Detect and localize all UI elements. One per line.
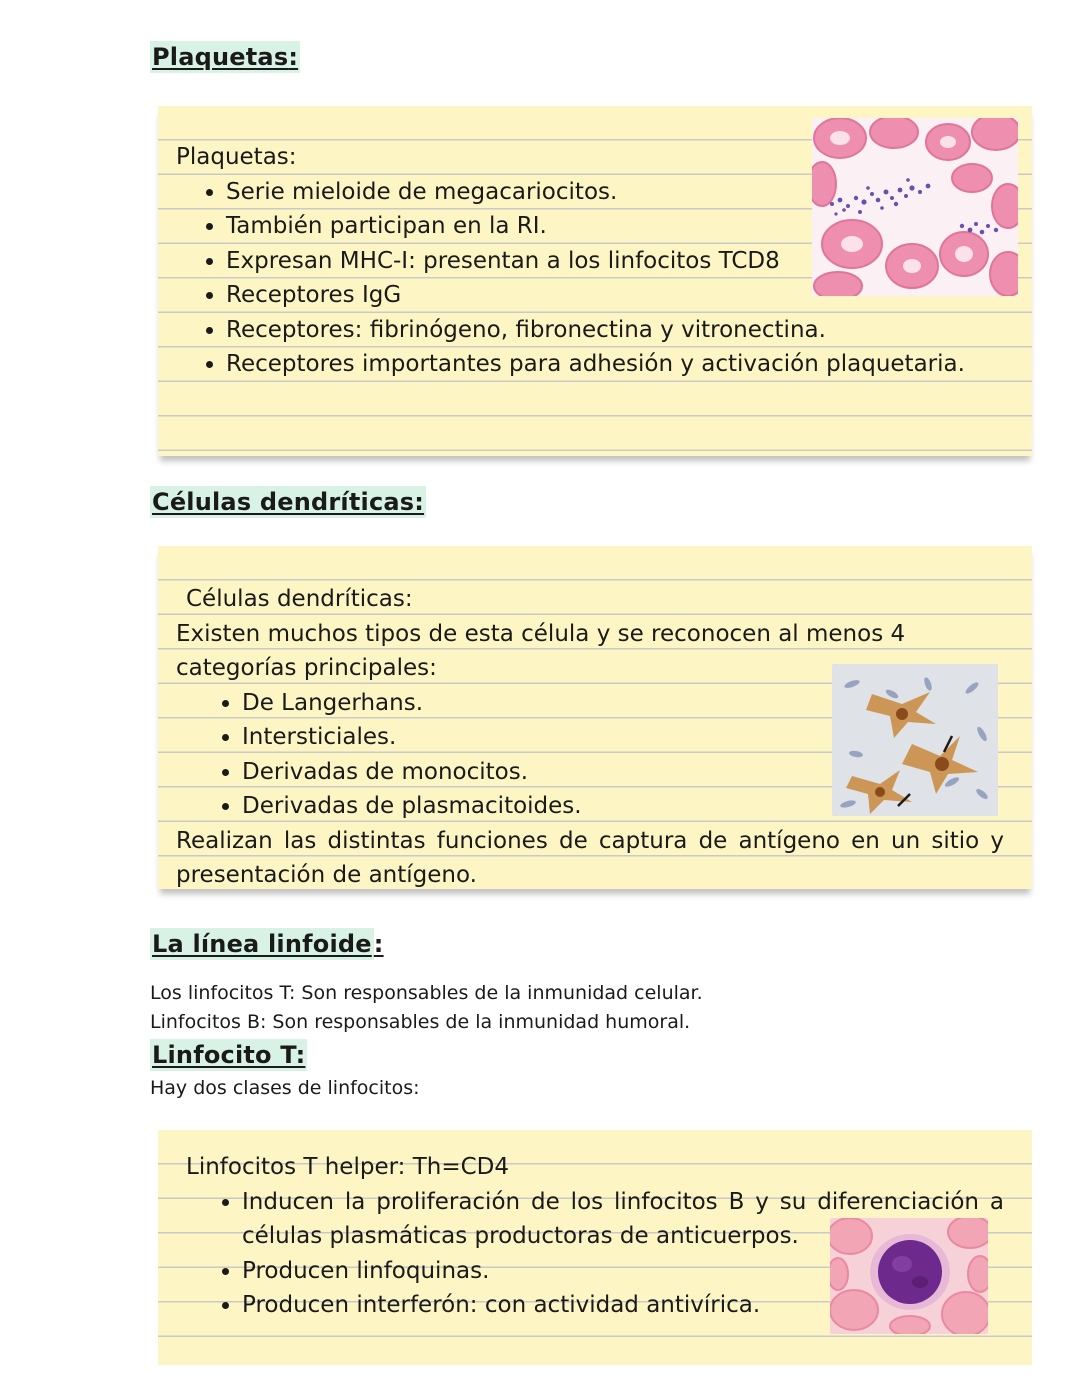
list-item: • Receptores: fibrinógeno, fibronectina y vitronectina.: [226, 313, 1004, 348]
heading-plaquetas: Plaquetas:: [152, 43, 299, 71]
list-item: • Receptores IgG: [226, 278, 1004, 313]
intro-dendriticas: Existen muchos tipos de esta célula y se reconocen al menos 4 categorías principales:: [176, 620, 906, 681]
list-item: • De Langerhans.: [242, 686, 1004, 721]
list-item: • Intersticiales.: [242, 720, 1004, 755]
text-linfocitos-t: Los linfocitos T: Son responsables de la inmunidad celular.: [150, 982, 703, 1004]
note-card-linfocitos-t-helper: [158, 1130, 1032, 1365]
lymphocyte-micrograph: [830, 1218, 988, 1334]
list-item: • Derivadas de monocitos.: [242, 755, 1004, 790]
list-item: • Receptores importantes para adhesión y activación plaquetaria.: [226, 347, 1004, 382]
dendritic-cell-micrograph: [832, 664, 998, 816]
note-card-plaquetas: [158, 106, 1032, 456]
list-item: • Producen linfoquinas.: [242, 1254, 1004, 1289]
card-title-dendriticas: Células dendríticas:: [186, 586, 413, 612]
text-linfocitos-b: Linfocitos B: Son responsables de la inmunidad humoral.: [150, 1011, 691, 1033]
text-dos-clases: Hay dos clases de linfocitos:: [150, 1077, 420, 1099]
heading-linea-linfoide: La línea linfoide:: [152, 930, 384, 958]
outro-dendriticas: Realizan las distintas funciones de captura de antígeno en un sitio y presentación de antígeno.: [176, 827, 1004, 888]
list-item: • Derivadas de plasmacitoides.: [242, 789, 1004, 824]
list-item: • Expresan MHC-I: presentan a los linfocitos TCD8: [226, 244, 1004, 279]
card-title-plaquetas: Plaquetas:: [176, 144, 297, 170]
list-item: • Producen interferón: con actividad antivírica.: [242, 1288, 1004, 1323]
heading-celulas-dendriticas: Células dendríticas:: [152, 488, 425, 516]
platelets-micrograph: [812, 118, 1018, 296]
list-item: • También participan en la RI.: [226, 209, 1004, 244]
note-card-dendriticas: [158, 546, 1032, 889]
card-title-linfocitos-t-helper: Linfocitos T helper: Th=CD4: [186, 1154, 510, 1180]
list-item: • Inducen la proliferación de los linfocitos B y su diferenciación a células plasmáticas productoras de anticuerpos.: [242, 1185, 1004, 1254]
heading-linfocito-t: Linfocito T:: [152, 1041, 306, 1069]
list-item: • Serie mieloide de megacariocitos.: [226, 175, 1004, 210]
